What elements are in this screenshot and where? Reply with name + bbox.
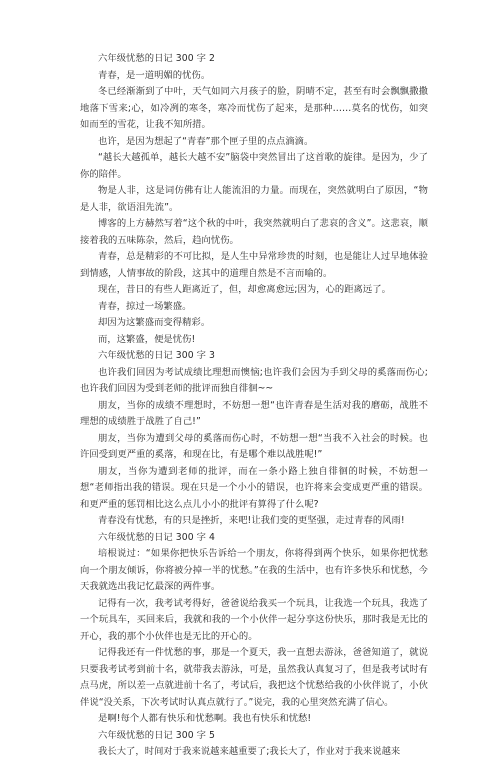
diary-title: 六年级忧愁的日记 300 字 3 [98, 350, 215, 361]
paragraph: 是啊!每个人都有快乐和忧愁啊。我也有快乐和忧愁! [98, 713, 312, 724]
paragraph: 物是人非，这是词仿佛有让人能流泪的力量。而现在，突然就明白了原因，“物是人非，欲语泪先流”。 [80, 185, 428, 213]
paragraph: 博客的上方赫然写着“这个秋的中叶，我突然就明白了悲哀的含义”。这悲哀，顺接着我的五味陈杂，然后，趋向忧伤。 [80, 218, 428, 246]
diary-title: 六年级忧愁的日记 300 字 2 [98, 53, 215, 64]
paragraph: 现在，昔日的有些人距离近了，但，却愈离愈远;因为，心的距离远了。 [98, 284, 391, 295]
paragraph: 青春，是一道明媚的忧伤。 [98, 69, 211, 81]
paragraph: “越长大越孤单，越长大越不安”脑袋中突然冒出了这首歌的旋律。是因为，少了你的陪伴。 [80, 152, 428, 180]
paragraph: 我长大了，时间对于我来说越来越重要了;我长大了，作业对于我来说越来 [98, 746, 401, 757]
paragraph: 培根说过：“如果你把快乐告诉给一个朋友，你将得到两个快乐，如果你把忧愁向一个朋友倾诉，你将被分掉一半的忧愁。”在我的生活中，也有许多快乐和忧愁，今天我就选出我记忆最深的两件事。 [80, 548, 428, 592]
paragraph: 却因为这繁盛而变得精彩。 [98, 317, 211, 328]
paragraph: 青春，掠过一场繁盛。 [98, 300, 192, 312]
paragraph: 而，这繁盛，便是忧伤! [98, 333, 196, 345]
paragraph: 也许我们回因为考试成绩比理想而懊恼;也许我们会因为手到父母的奚落而伤心;也许我们回因为受到老师的批评而独自徘徊~~ [80, 366, 428, 394]
paragraph: 朋友，当你为遭到老师的批评，而在一条小路上独自徘徊的时候，不妨想一想“老师指出我的错误。现在只是一个小小的错误，也许将来会变成更严重的错误。和更严重的惩罚相比这么点儿小小的批评有算得了什么呢? [80, 465, 428, 510]
diary-title: 六年级忧愁的日记 300 字 4 [98, 531, 215, 543]
paragraph: 青春没有忧愁，有的只是挫折，来吧!让我们变的更坚强，走过青春的风雨! [98, 515, 405, 526]
paragraph: 冬已经渐渐到了中叶，天气如同六月孩子的脸，阴晴不定，甚至有时会飘飘撒撒地落下雪来;心，如冷冽的寒冬，寒冷而忧伤了起来，是那种……莫名的忧伤，如突如而至的雪花，让我不知所措。 [80, 86, 428, 130]
paragraph: 记得有一次，我考试考得好，爸爸说给我买一个玩具，让我选一个玩具，我选了一个玩具车，买回来后，我就和我的一个小伙伴一起分享这份快乐，那时我是无比的开心，我的那个小伙伴也是无比的开心的。 [80, 597, 428, 642]
diary-title: 六年级忧愁的日记 300 字 5 [98, 729, 215, 741]
paragraph: 朋友，当你为遭到父母的奚落而伤心时，不妨想一想“当我不入社会的时候。也许回受到更严重的奚落，和现在比，有是哪个难以战胜呢!” [80, 432, 428, 460]
paragraph: 朋友，当你的成绩不理想时，不妨想一想“也许青春是生活对我的磨砺，战胜不理想的成绩胜于战胜了自己!” [80, 399, 428, 427]
document-body [80, 51, 428, 761]
paragraph: 也许，是因为想起了“青春”那个匣子里的点点滴滴。 [98, 135, 314, 147]
paragraph: 记得我还有一件忧愁的事，那是一个夏天，我一直想去游泳，爸爸知道了，就说只要我考试考到前十名，就带我去游泳，可是，虽然我认真复习了，但是我考试时有点马虎，所以差一点就进前十名了，考试后，我把这个忧愁给我的小伙伴说了，小伙伴说“没关系，下次考试时认真点就行了。”说完，我的心里突然充满了信心。 [80, 647, 428, 708]
paragraph: 青春，总是精彩的不可比拟，是人生中异常珍贵的时刻，也是能让人过早地体验到情感，人情事故的阶段，这其中的道理自然是不言而喻的。 [80, 251, 428, 279]
